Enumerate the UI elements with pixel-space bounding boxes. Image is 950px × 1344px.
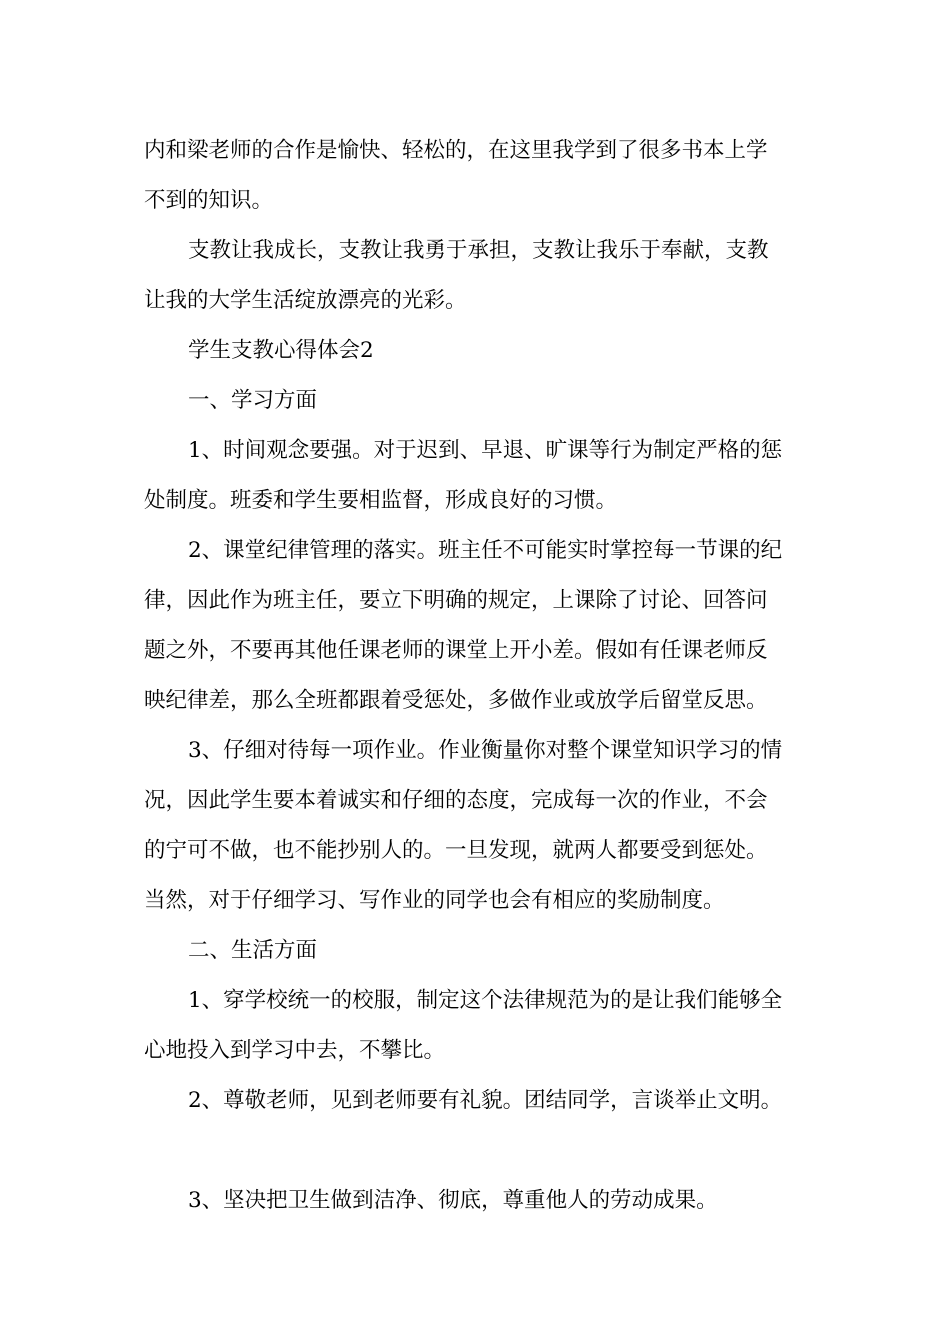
text-line: 的宁可不做，也不能抄别人的。一旦发现，就两人都要受到惩处。 xyxy=(144,838,768,863)
paragraph-start: 1、穿学校统一的校服，制定这个法律规范为的是让我们能够全 xyxy=(188,988,783,1013)
paragraph-start: 2、课堂纪律管理的落实。班主任不可能实时掌控每一节课的纪 xyxy=(188,538,783,563)
text-line: 心地投入到学习中去，不攀比。 xyxy=(144,1038,446,1063)
text-line: 不到的知识。 xyxy=(144,188,274,213)
paragraph-start: 3、坚决把卫生做到洁净、彻底，尊重他人的劳动成果。 xyxy=(188,1188,718,1213)
text-line: 映纪律差，那么全班都跟着受惩处，多做作业或放学后留堂反思。 xyxy=(144,688,768,713)
paragraph-start: 1、时间观念要强。对于迟到、早退、旷课等行为制定严格的惩 xyxy=(188,438,783,463)
text-line: 律，因此作为班主任，要立下明确的规定，上课除了讨论、回答问 xyxy=(144,588,768,613)
paragraph-start: 支教让我成长，支教让我勇于承担，支教让我乐于奉献，支教 xyxy=(188,238,769,263)
document-body xyxy=(144,126,809,1226)
text-line: 当然，对于仔细学习、写作业的同学也会有相应的奖励制度。 xyxy=(144,888,725,913)
text-line: 内和梁老师的合作是愉快、轻松的，在这里我学到了很多书本上学 xyxy=(144,138,768,163)
text-line: 题之外，不要再其他任课老师的课堂上开小差。假如有任课老师反 xyxy=(144,638,768,663)
section-heading-life: 二、生活方面 xyxy=(188,938,318,963)
paragraph-start: 2、尊敬老师，见到老师要有礼貌。团结同学，言谈举止文明。 xyxy=(188,1088,783,1113)
text-line: 况，因此学生要本着诚实和仔细的态度，完成每一次的作业，不会 xyxy=(144,788,768,813)
section-title: 学生支教心得体会2 xyxy=(188,338,374,363)
paragraph-start: 3、仔细对待每一项作业。作业衡量你对整个课堂知识学习的情 xyxy=(188,738,783,763)
section-heading-study: 一、学习方面 xyxy=(188,388,318,413)
blank-line xyxy=(144,1126,809,1176)
text-line: 处制度。班委和学生要相监督，形成良好的习惯。 xyxy=(144,488,618,513)
text-line: 让我的大学生活绽放漂亮的光彩。 xyxy=(144,288,467,313)
